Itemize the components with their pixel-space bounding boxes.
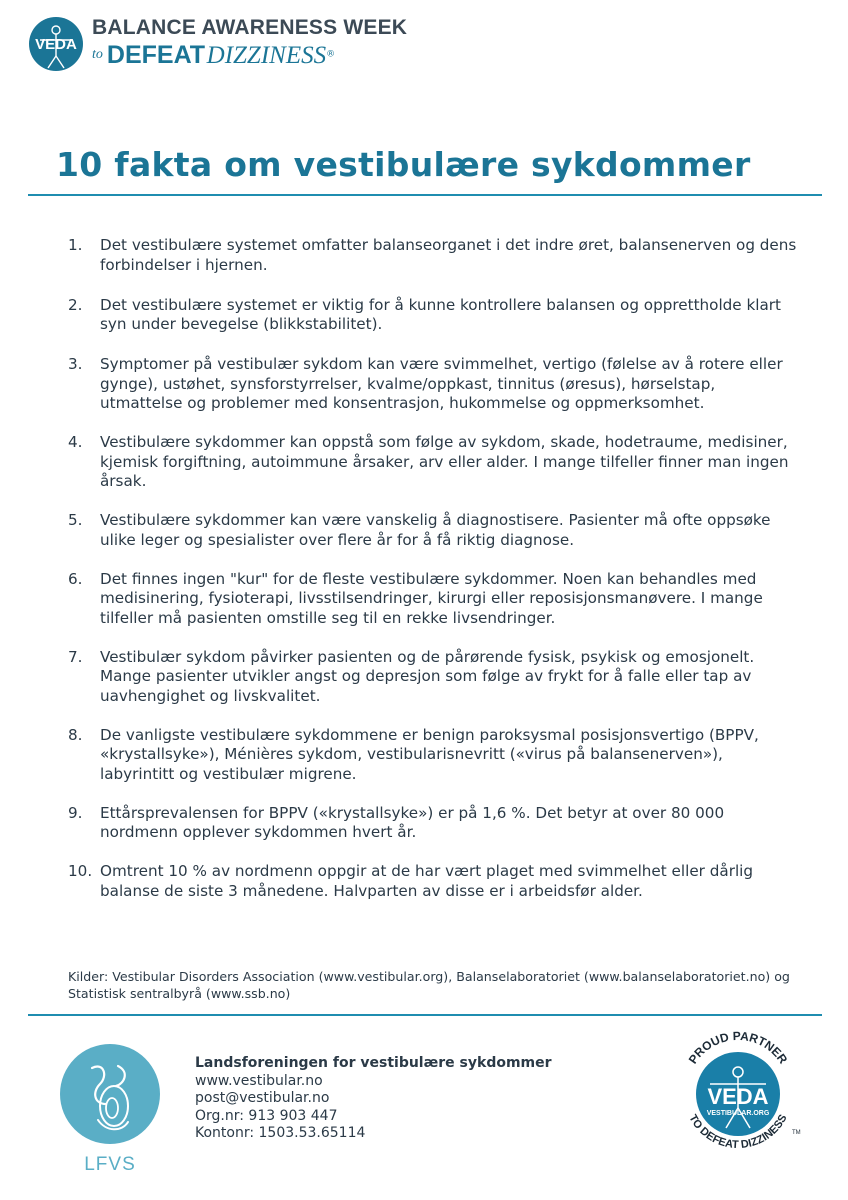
org-name: Landsforeningen for vestibulære sykdommer [195, 1055, 552, 1071]
fact-number: 10. [68, 862, 93, 880]
fact-item [68, 236, 798, 275]
fact-item [68, 570, 798, 629]
fact-text: Det vestibulære systemet er viktig for å kunne kontrollere balansen og opprettholde klart syn under bevegelse (blikkstabilitet). [100, 295, 782, 333]
organisation-info [195, 1055, 552, 1143]
brand-line2 [92, 41, 407, 70]
brand-to: to [92, 47, 103, 62]
org-number: Org.nr: 913 903 447 [195, 1107, 338, 1124]
fact-item [68, 804, 798, 843]
header [28, 14, 428, 74]
badge-sub-text: VESTIBULAR.ORG [706, 1110, 770, 1117]
fact-text: Vestibulære sykdommer kan oppstå som følge av sykdom, skade, hodetraume, medisiner, kjemisk forgiftning, autoimmune årsaker, arv eller alder. I mange tilfeller finner man ingen årsak. [100, 433, 789, 490]
badge-trademark: TM [792, 1130, 801, 1136]
sources-note: Kilder: Vestibular Disorders Association (www.vestibular.org), Balanselaboratoriet (www.balanselaboratoriet.no) og Statistisk sentralbyrå (www.ssb.no) [68, 969, 790, 1001]
fact-text: Vestibulær sykdom påvirker pasienten og de pårørende fysisk, psykisk og emosjonelt. Mange pasienter utvikler angst og depresjon som følge av frykt for å falle eller tap av uavhengighet og livskvalitet. [100, 647, 755, 705]
fact-number: 7. [68, 647, 83, 666]
fact-text: Symptomer på vestibulær sykdom kan være svimmelhet, vertigo (følelse av å rotere eller gynge), ustøhet, synsforstyrrelser, kvalme/oppkast, tinnitus (øresus), hørselstap, utmattelse og problemer med konsentrasjon, hukommelse og oppmerksomhet. [100, 355, 783, 412]
badge-bottom-text: TO DEFEAT DIZZINESS [686, 1112, 790, 1152]
fact-item [68, 648, 798, 707]
fact-text: Ettårsprevalensen for BPPV («krystallsyke») er på 1,6 %. Det betyr at over 80 000 nordmenn opplever sykdommen hvert år. [100, 803, 725, 841]
badge-top-text: PROUD PARTNER [685, 1028, 791, 1067]
brand-defeat: DEFEAT [106, 41, 206, 69]
org-website-link[interactable]: www.vestibular.no [195, 1072, 323, 1089]
fact-number: 6. [68, 569, 83, 588]
veda-logo-text: VEDA [35, 36, 77, 53]
fact-item [68, 726, 798, 785]
brand-wordmark [92, 16, 407, 70]
brand-trademark: ® [326, 49, 336, 60]
brand-dizziness: DIZZINESS [206, 42, 327, 69]
fact-number: 5. [68, 511, 83, 529]
fact-number: 1. [68, 236, 83, 254]
fact-number: 8. [68, 725, 83, 744]
fact-text: Omtrent 10 % av nordmenn oppgir at de har vært plaget med svimmelhet eller dårlig balanse de siste 3 månedene. Halvparten av disse er i arbeidsfør alder. [100, 862, 754, 900]
fact-item [68, 355, 798, 414]
org-account-number: Kontonr: 1503.53.65114 [195, 1125, 366, 1141]
proud-partner-badge [674, 1024, 802, 1160]
lfvs-logo-text: LFVS [84, 1154, 136, 1175]
footer-divider [28, 1014, 822, 1016]
badge-veda-text: VEDA [707, 1084, 769, 1109]
fact-text: Det vestibulære systemet omfatter balanseorganet i det indre øret, balansenerven og dens forbindelser i hjernen. [100, 236, 797, 274]
lfvs-logo [58, 1042, 164, 1177]
fact-number: 2. [68, 295, 83, 314]
fact-number: 4. [68, 433, 83, 451]
fact-item [68, 511, 798, 550]
veda-logo [28, 16, 84, 72]
facts-list [68, 236, 798, 901]
fact-item [68, 296, 798, 335]
page-title: 10 fakta om vestibulære sykdommer [56, 145, 751, 184]
brand-line1: BALANCE AWARENESS WEEK [92, 16, 408, 39]
fact-number: 3. [68, 355, 83, 373]
org-email-link[interactable]: post@vestibular.no [195, 1090, 330, 1106]
fact-text: Det finnes ingen "kur" for de fleste vestibulære sykdommer. Noen kan behandles med medisinering, fysioterapi, livsstilsendringer, kirurgi eller reposisjonsmanøvere. I mange tilfeller må pasienten omstille seg til en rekke livsendringer. [100, 569, 763, 627]
fact-text: De vanligste vestibulære sykdommene er benign paroksysmal posisjonsvertigo (BPPV, «krystallsyke»), Ménières sykdom, vestibularisnevritt («virus på balansenerven»), labyrintitt og vestibulær migrene. [100, 725, 759, 783]
fact-item [68, 433, 798, 492]
fact-item [68, 862, 798, 901]
fact-number: 9. [68, 803, 83, 822]
title-divider [28, 194, 822, 196]
fact-text: Vestibulære sykdommer kan være vanskelig å diagnostisere. Pasienter må ofte oppsøke ulike leger og spesialister over flere år for å få riktig diagnose. [100, 511, 771, 549]
